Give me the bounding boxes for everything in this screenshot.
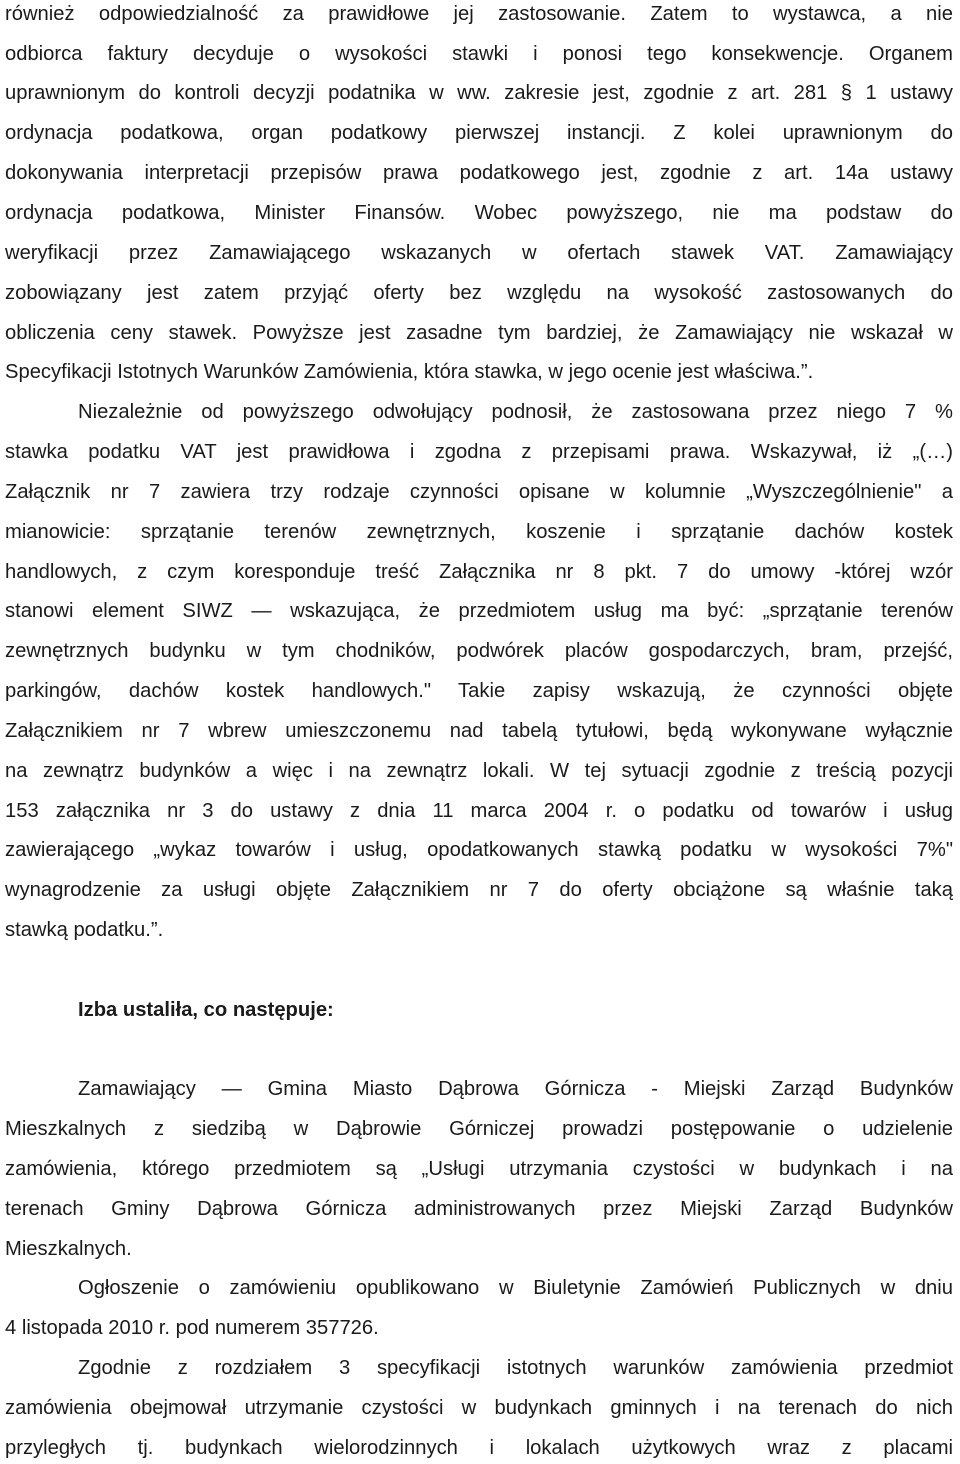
text-line: Mieszkalnych z siedzibą w Dąbrowie Górniczej prowadzi postępowanie o udzielenie: [5, 1118, 953, 1140]
text-line: Mieszkalnych.: [5, 1238, 132, 1260]
text-line: parkingów, dachów kostek handlowych." Takie zapisy wskazują, że czynności objęte: [5, 680, 953, 702]
text-line: obliczenia ceny stawek. Powyższe jest zasadne tym bardziej, że Zamawiający nie wskazał w: [5, 322, 953, 344]
text-line: zewnętrznych budynku w tym chodników, podwórek placów gospodarczych, bram, przejść,: [5, 640, 953, 662]
text-line: dokonywania interpretacji przepisów prawa podatkowego jest, zgodnie z art. 14a ustawy: [5, 162, 953, 184]
text-line: terenach Gminy Dąbrowa Górnicza administrowanych przez Miejski Zarząd Budynków: [5, 1198, 953, 1220]
paragraph-first-line: Zgodnie z rozdziałem 3 specyfikacji istotnych warunków zamówienia przedmiot: [78, 1357, 953, 1379]
text-line: ordynacja podatkowa, organ podatkowy pierwszej instancji. Z kolei uprawnionym do: [5, 122, 953, 144]
text-line: zamówienia, którego przedmiotem są „Usługi utrzymania czystości w budynkach i na: [5, 1158, 953, 1180]
paragraph-first-line: Zamawiający — Gmina Miasto Dąbrowa Górnicza - Miejski Zarząd Budynków: [78, 1078, 953, 1100]
text-line: 153 załącznika nr 3 do ustawy z dnia 11 marca 2004 r. o podatku od towarów i usług: [5, 800, 953, 822]
text-line: również odpowiedzialność za prawidłowe jej zastosowanie. Zatem to wystawca, a nie: [5, 3, 953, 25]
paragraph-first-line: Niezależnie od powyższego odwołujący podnosił, że zastosowana przez niego 7 %: [78, 401, 953, 423]
text-line: handlowych, z czym koresponduje treść Załącznika nr 8 pkt. 7 do umowy -której wzór: [5, 561, 953, 583]
text-line: ordynacja podatkowa, Minister Finansów. Wobec powyższego, nie ma podstaw do: [5, 202, 953, 224]
text-line: 4 listopada 2010 r. pod numerem 357726.: [5, 1317, 379, 1339]
text-line: zawierającego „wykaz towarów i usług, opodatkowanych stawką podatku w wysokości 7%": [5, 839, 953, 861]
text-line: odbiorca faktury decyduje o wysokości stawki i ponosi tego konsekwencje. Organem: [5, 43, 953, 65]
text-line: mianowicie: sprzątanie terenów zewnętrznych, koszenie i sprzątanie dachów kostek: [5, 521, 953, 543]
text-line: stanowi element SIWZ — wskazująca, że przedmiotem usług ma być: „sprzątanie terenów: [5, 600, 953, 622]
text-line: stawka podatku VAT jest prawidłowa i zgodna z przepisami prawa. Wskazywał, iż „(…): [5, 441, 953, 463]
text-line: weryfikacji przez Zamawiającego wskazanych w ofertach stawek VAT. Zamawiający: [5, 242, 953, 264]
text-line: wynagrodzenie za usługi objęte Załącznikiem nr 7 do oferty obciążone są właśnie taką: [5, 879, 953, 901]
text-line: uprawnionym do kontroli decyzji podatnika w ww. zakresie jest, zgodnie z art. 281 § 1 ustawy: [5, 82, 953, 104]
paragraph-first-line: Ogłoszenie o zamówieniu opublikowano w Biuletynie Zamówień Publicznych w dniu: [78, 1277, 953, 1299]
text-line: Specyfikacji Istotnych Warunków Zamówienia, która stawka, w jego ocenie jest właściwa.”.: [5, 361, 814, 383]
text-line: przyległych tj. budynkach wielorodzinnych i lokalach użytkowych wraz z placami: [5, 1437, 953, 1459]
text-line: Załącznikiem nr 7 wbrew umieszczonemu nad tabelą tytułowi, będą wykonywane wyłącznie: [5, 720, 953, 742]
text-line: stawką podatku.”.: [5, 919, 164, 941]
text-line: zamówienia obejmował utrzymanie czystości w budynkach gminnych i na terenach do nich: [5, 1397, 953, 1419]
text-line: Załącznik nr 7 zawiera trzy rodzaje czynności opisane w kolumnie „Wyszczególnienie" a: [5, 481, 953, 503]
text-line: na zewnątrz budynków a więc i na zewnątrz lokali. W tej sytuacji zgodnie z treścią pozycji: [5, 760, 953, 782]
section-heading: Izba ustaliła, co następuje:: [78, 999, 334, 1021]
text-line: zobowiązany jest zatem przyjąć oferty bez względu na wysokość zastosowanych do: [5, 282, 953, 304]
